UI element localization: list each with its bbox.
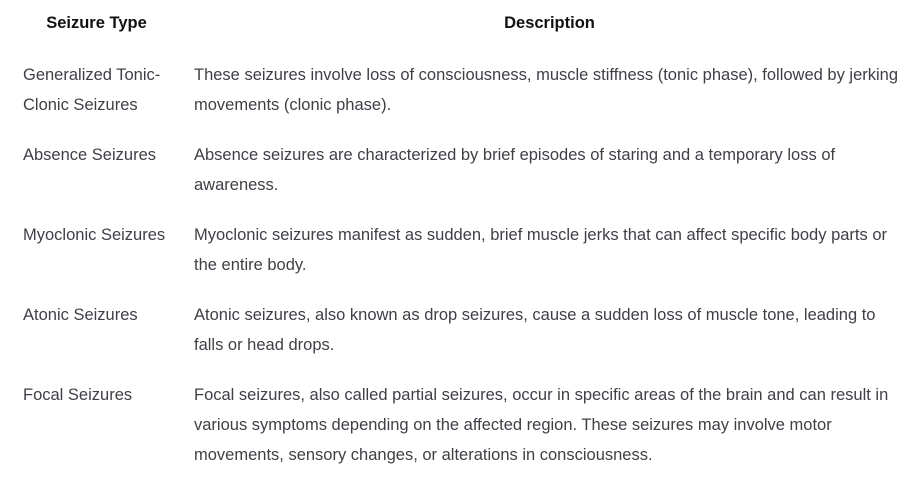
table-row: [0, 120, 916, 200]
table-body: [0, 47, 916, 470]
seizure-type-cell: Atonic Seizures: [23, 306, 138, 324]
description-cell: Myoclonic seizures manifest as sudden, brief muscle jerks that can affect specific body parts or the entire body.: [194, 226, 888, 274]
seizure-type-cell: Absence Seizures: [23, 146, 156, 164]
header-row: [0, 0, 916, 47]
table-row: [0, 360, 916, 470]
table-row: [0, 200, 916, 280]
table-row: [0, 47, 916, 120]
header-description: Description: [504, 14, 595, 32]
description-cell: Atonic seizures, also known as drop seizures, cause a sudden loss of muscle tone, leading to falls or head drops.: [194, 306, 876, 354]
seizure-type-cell: Focal Seizures: [23, 386, 133, 404]
header-seizure-type: Seizure Type: [46, 14, 147, 32]
description-cell: Focal seizures, also called partial seizures, occur in specific areas of the brain and can result in various symptoms depending on the affected region. These seizures may involve motor movements, sensory changes, or alterations in consciousness.: [194, 386, 889, 464]
table-row: [0, 280, 916, 360]
description-cell: These seizures involve loss of consciousness, muscle stiffness (tonic phase), followed by jerking movements (clonic phase).: [194, 66, 899, 114]
seizure-type-cell: Myoclonic Seizures: [23, 226, 166, 244]
table-header: [0, 0, 916, 47]
description-cell: Absence seizures are characterized by brief episodes of staring and a temporary loss of awareness.: [194, 146, 836, 194]
seizure-type-cell: Generalized Tonic-Clonic Seizures: [23, 66, 161, 114]
